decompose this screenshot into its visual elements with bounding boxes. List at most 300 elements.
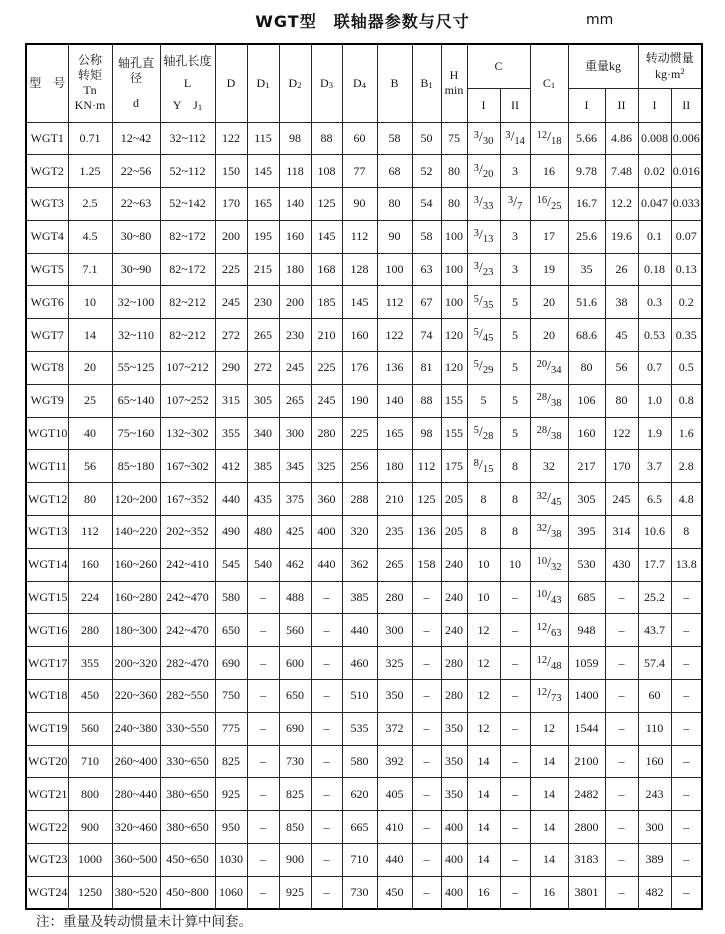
cell-H_min: 400 xyxy=(441,811,467,844)
cell-D: 750 xyxy=(215,680,247,713)
cell-D2: 925 xyxy=(279,876,311,909)
cell-D2: 118 xyxy=(279,155,311,188)
cell-weight_II: – xyxy=(605,876,638,909)
cell-weight_I: 51.6 xyxy=(568,286,605,319)
cell-C_I: 5 xyxy=(467,384,500,417)
cell-D4: 385 xyxy=(342,581,377,614)
cell-B1: – xyxy=(412,581,441,614)
cell-bore_d: 260~400 xyxy=(112,745,160,778)
cell-C1 xyxy=(530,647,568,680)
cell-B: 68 xyxy=(377,155,412,188)
cell-C_II: 8 xyxy=(500,450,530,483)
cell-C1 xyxy=(530,680,568,713)
cell-C_I: 12 xyxy=(467,647,500,680)
cell-model: WGT5 xyxy=(26,253,68,286)
cell-torque_tn: 14 xyxy=(68,319,112,352)
cell-D2: 375 xyxy=(279,483,311,516)
cell-length_l: 330~650 xyxy=(160,745,215,778)
cell-C1: 20 xyxy=(530,286,568,319)
cell-length_l: 107~212 xyxy=(160,352,215,385)
cell-B: 58 xyxy=(377,122,412,155)
table-row xyxy=(26,319,702,352)
cell-model: WGT3 xyxy=(26,188,68,221)
cell-weight_II: 26 xyxy=(605,253,638,286)
fraction-value: 5/35 xyxy=(473,293,494,311)
cell-B: 325 xyxy=(377,647,412,680)
cell-D2: 300 xyxy=(279,417,311,450)
cell-D4: 580 xyxy=(342,745,377,778)
cell-inertia_I: 60 xyxy=(638,680,671,713)
cell-weight_I: 9.78 xyxy=(568,155,605,188)
cell-D2: 345 xyxy=(279,450,311,483)
cell-D3: 125 xyxy=(311,188,342,221)
fraction-value: 10/32 xyxy=(536,556,562,574)
cell-model: WGT4 xyxy=(26,220,68,253)
cell-D2: 488 xyxy=(279,581,311,614)
cell-H_min: 205 xyxy=(441,483,467,516)
cell-D: 490 xyxy=(215,516,247,549)
cell-D3: 108 xyxy=(311,155,342,188)
cell-D2: 180 xyxy=(279,253,311,286)
cell-B: 440 xyxy=(377,844,412,877)
cell-D: 290 xyxy=(215,352,247,385)
cell-D1: 165 xyxy=(247,188,279,221)
cell-weight_II: 7.48 xyxy=(605,155,638,188)
cell-C_II: – xyxy=(500,745,530,778)
cell-D: 122 xyxy=(215,122,247,155)
cell-inertia_II: – xyxy=(671,745,702,778)
cell-C_II: 3 xyxy=(500,220,530,253)
cell-C_I xyxy=(467,220,500,253)
cell-H_min: 205 xyxy=(441,516,467,549)
cell-model: WGT14 xyxy=(26,548,68,581)
cell-weight_I: 3183 xyxy=(568,844,605,877)
cell-D4: 77 xyxy=(342,155,377,188)
col-header-D1: $D_1$ xyxy=(247,44,279,122)
table-row xyxy=(26,548,702,581)
cell-torque_tn: 224 xyxy=(68,581,112,614)
cell-torque_tn: 710 xyxy=(68,745,112,778)
cell-bore_d: 65~140 xyxy=(112,384,160,417)
cell-model: WGT15 xyxy=(26,581,68,614)
cell-weight_I: 217 xyxy=(568,450,605,483)
col-header-D2: $D_2$ xyxy=(279,44,311,122)
bore-length-symbol-yj: Y $J_1$ xyxy=(172,98,203,112)
cell-bore_d: 32~110 xyxy=(112,319,160,352)
cell-D2: 160 xyxy=(279,220,311,253)
cell-H_min: 400 xyxy=(441,844,467,877)
table-row xyxy=(26,384,702,417)
cell-D3: 88 xyxy=(311,122,342,155)
cell-D3: 245 xyxy=(311,384,342,417)
col-header-c-i: I xyxy=(467,88,500,122)
cell-C_II: – xyxy=(500,811,530,844)
table-row xyxy=(26,581,702,614)
cell-weight_I: 2100 xyxy=(568,745,605,778)
cell-D4: 90 xyxy=(342,188,377,221)
fraction-value: 3/14 xyxy=(505,129,525,147)
cell-C1: 19 xyxy=(530,253,568,286)
cell-C_II: 5 xyxy=(500,319,530,352)
col-header-C: C xyxy=(467,44,530,88)
cell-weight_II: – xyxy=(605,712,638,745)
cell-C_II: – xyxy=(500,647,530,680)
cell-D1: – xyxy=(247,745,279,778)
cell-weight_II: 56 xyxy=(605,352,638,385)
cell-C_II: – xyxy=(500,876,530,909)
cell-D2: 850 xyxy=(279,811,311,844)
cell-D2: 690 xyxy=(279,712,311,745)
cell-inertia_I: 57.4 xyxy=(638,647,671,680)
cell-D2: 98 xyxy=(279,122,311,155)
cell-inertia_I: 0.18 xyxy=(638,253,671,286)
cell-weight_II: 170 xyxy=(605,450,638,483)
cell-D: 150 xyxy=(215,155,247,188)
cell-inertia_II: – xyxy=(671,680,702,713)
cell-D4: 225 xyxy=(342,417,377,450)
cell-D2: 825 xyxy=(279,778,311,811)
col-header-hmin: H min xyxy=(441,44,467,122)
cell-inertia_II: 8 xyxy=(671,516,702,549)
cell-C_II: 10 xyxy=(500,548,530,581)
fraction-value: 3/23 xyxy=(473,261,494,279)
cell-D3: – xyxy=(311,647,342,680)
fraction-value: 20/34 xyxy=(536,359,562,377)
table-row xyxy=(26,122,702,155)
cell-bore_d: 32~100 xyxy=(112,286,160,319)
col-header-weight-ii: II xyxy=(605,88,638,122)
cell-C1: 14 xyxy=(530,745,568,778)
cell-bore_d: 360~500 xyxy=(112,844,160,877)
cell-weight_I: 2800 xyxy=(568,811,605,844)
bore-diameter-label: 轴孔直径 xyxy=(117,55,154,85)
cell-bore_d: 30~80 xyxy=(112,220,160,253)
cell-D2: 200 xyxy=(279,286,311,319)
col-header-torque: 公称 转矩 Tn KN·m xyxy=(68,44,112,122)
cell-C_I: 12 xyxy=(467,680,500,713)
cell-inertia_I: 0.7 xyxy=(638,352,671,385)
cell-torque_tn: 10 xyxy=(68,286,112,319)
cell-weight_II: 430 xyxy=(605,548,638,581)
cell-D2: 650 xyxy=(279,680,311,713)
col-header-D: D xyxy=(215,44,247,122)
cell-D4: 176 xyxy=(342,352,377,385)
cell-H_min: 350 xyxy=(441,745,467,778)
cell-D: 170 xyxy=(215,188,247,221)
cell-length_l: 167~302 xyxy=(160,450,215,483)
cell-torque_tn: 900 xyxy=(68,811,112,844)
cell-torque_tn: 40 xyxy=(68,417,112,450)
cell-B1: 52 xyxy=(412,155,441,188)
cell-D3: 168 xyxy=(311,253,342,286)
fraction-value: 3/30 xyxy=(473,129,494,147)
cell-D3: – xyxy=(311,680,342,713)
cell-D3: 145 xyxy=(311,220,342,253)
cell-D3: – xyxy=(311,745,342,778)
cell-D2: 265 xyxy=(279,384,311,417)
cell-D4: 710 xyxy=(342,844,377,877)
cell-D2: 730 xyxy=(279,745,311,778)
cell-C1 xyxy=(530,548,568,581)
cell-length_l: 330~550 xyxy=(160,712,215,745)
cell-model: WGT1 xyxy=(26,122,68,155)
cell-D4: 160 xyxy=(342,319,377,352)
cell-C1 xyxy=(530,483,568,516)
cell-C1 xyxy=(530,352,568,385)
cell-bore_d: 200~320 xyxy=(112,647,160,680)
table-body xyxy=(26,122,702,909)
fraction-value: 12/18 xyxy=(536,129,562,147)
cell-D1: – xyxy=(247,778,279,811)
cell-C_II xyxy=(500,122,530,155)
cell-B: 210 xyxy=(377,483,412,516)
cell-D3: – xyxy=(311,811,342,844)
cell-D1: 480 xyxy=(247,516,279,549)
cell-inertia_II: 13.8 xyxy=(671,548,702,581)
cell-D3: 400 xyxy=(311,516,342,549)
cell-H_min: 100 xyxy=(441,220,467,253)
cell-inertia_I: 43.7 xyxy=(638,614,671,647)
cell-H_min: 350 xyxy=(441,778,467,811)
cell-weight_II: 122 xyxy=(605,417,638,450)
cell-C_I xyxy=(467,188,500,221)
cell-D3: 325 xyxy=(311,450,342,483)
cell-C1: 17 xyxy=(530,220,568,253)
cell-C_I xyxy=(467,417,500,450)
cell-B: 410 xyxy=(377,811,412,844)
cell-bore_d: 160~280 xyxy=(112,581,160,614)
cell-length_l: 132~302 xyxy=(160,417,215,450)
cell-D: 1030 xyxy=(215,844,247,877)
cell-weight_II: – xyxy=(605,680,638,713)
cell-D: 225 xyxy=(215,253,247,286)
cell-C1: 14 xyxy=(530,778,568,811)
cell-C_I: 16 xyxy=(467,876,500,909)
cell-inertia_II: 0.006 xyxy=(671,122,702,155)
cell-D: 245 xyxy=(215,286,247,319)
cell-D: 440 xyxy=(215,483,247,516)
cell-B: 136 xyxy=(377,352,412,385)
cell-torque_tn: 2.5 xyxy=(68,188,112,221)
col-header-B: B xyxy=(377,44,412,122)
cell-inertia_I: 25.2 xyxy=(638,581,671,614)
cell-bore_d: 22~56 xyxy=(112,155,160,188)
cell-weight_II: 45 xyxy=(605,319,638,352)
cell-inertia_I: 0.047 xyxy=(638,188,671,221)
cell-torque_tn: 0.71 xyxy=(68,122,112,155)
cell-H_min: 350 xyxy=(441,712,467,745)
cell-inertia_II: 0.5 xyxy=(671,352,702,385)
cell-H_min: 240 xyxy=(441,548,467,581)
cell-D1: – xyxy=(247,712,279,745)
cell-C1: 12 xyxy=(530,712,568,745)
cell-C_I xyxy=(467,352,500,385)
cell-D: 650 xyxy=(215,614,247,647)
cell-model: WGT12 xyxy=(26,483,68,516)
cell-C_I: 14 xyxy=(467,745,500,778)
cell-weight_I: 530 xyxy=(568,548,605,581)
cell-B1: 88 xyxy=(412,384,441,417)
cell-D1: 435 xyxy=(247,483,279,516)
cell-D4: 256 xyxy=(342,450,377,483)
cell-H_min: 100 xyxy=(441,253,467,286)
cell-weight_II: 80 xyxy=(605,384,638,417)
cell-D4: 665 xyxy=(342,811,377,844)
cell-C_II: – xyxy=(500,680,530,713)
cell-D4: 730 xyxy=(342,876,377,909)
cell-model: WGT23 xyxy=(26,844,68,877)
cell-D4: 320 xyxy=(342,516,377,549)
cell-C_I: 8 xyxy=(467,483,500,516)
cell-C1: 32 xyxy=(530,450,568,483)
cell-C_II: – xyxy=(500,581,530,614)
cell-D: 200 xyxy=(215,220,247,253)
table-row xyxy=(26,745,702,778)
cell-D2: 600 xyxy=(279,647,311,680)
cell-model: WGT2 xyxy=(26,155,68,188)
cell-C_I xyxy=(467,122,500,155)
cell-weight_II: 314 xyxy=(605,516,638,549)
cell-length_l: 380~650 xyxy=(160,811,215,844)
col-header-inertia-ii: II xyxy=(671,88,702,122)
cell-B1: 81 xyxy=(412,352,441,385)
cell-D1: – xyxy=(247,680,279,713)
cell-bore_d: 180~300 xyxy=(112,614,160,647)
cell-weight_I: 16.7 xyxy=(568,188,605,221)
cell-C_II: 5 xyxy=(500,417,530,450)
cell-C_II: 8 xyxy=(500,516,530,549)
cell-D: 775 xyxy=(215,712,247,745)
footnote: 注：重量及转动惯量未计算中间套。 xyxy=(36,914,252,929)
cell-weight_I: 395 xyxy=(568,516,605,549)
cell-weight_II: 19.6 xyxy=(605,220,638,253)
cell-model: WGT24 xyxy=(26,876,68,909)
cell-B1: – xyxy=(412,680,441,713)
cell-bore_d: 280~440 xyxy=(112,778,160,811)
cell-length_l: 52~142 xyxy=(160,188,215,221)
cell-D3: 225 xyxy=(311,352,342,385)
cell-weight_I: 80 xyxy=(568,352,605,385)
cell-D: 1060 xyxy=(215,876,247,909)
cell-B: 140 xyxy=(377,384,412,417)
cell-length_l: 380~650 xyxy=(160,778,215,811)
cell-C1: 20 xyxy=(530,319,568,352)
cell-length_l: 242~470 xyxy=(160,581,215,614)
bore-diameter-symbol: d xyxy=(133,95,139,110)
cell-inertia_I: 389 xyxy=(638,844,671,877)
page-title: WGT型 联轴器参数与尺寸 xyxy=(255,12,470,31)
cell-D4: 288 xyxy=(342,483,377,516)
cell-H_min: 240 xyxy=(441,614,467,647)
cell-weight_I: 25.6 xyxy=(568,220,605,253)
cell-model: WGT9 xyxy=(26,384,68,417)
cell-H_min: 120 xyxy=(441,352,467,385)
cell-H_min: 80 xyxy=(441,188,467,221)
cell-inertia_I: 482 xyxy=(638,876,671,909)
cell-torque_tn: 560 xyxy=(68,712,112,745)
table-row xyxy=(26,155,702,188)
cell-D3: – xyxy=(311,844,342,877)
cell-weight_II: 38 xyxy=(605,286,638,319)
unit-label: mm xyxy=(586,12,614,28)
cell-B1: – xyxy=(412,745,441,778)
cell-inertia_II: – xyxy=(671,712,702,745)
cell-D1: – xyxy=(247,876,279,909)
cell-inertia_II: 2.8 xyxy=(671,450,702,483)
cell-model: WGT16 xyxy=(26,614,68,647)
cell-C1: 16 xyxy=(530,155,568,188)
cell-weight_I: 948 xyxy=(568,614,605,647)
cell-D3: – xyxy=(311,876,342,909)
cell-torque_tn: 280 xyxy=(68,614,112,647)
cell-inertia_II: – xyxy=(671,876,702,909)
cell-weight_I: 2482 xyxy=(568,778,605,811)
cell-inertia_II: 0.2 xyxy=(671,286,702,319)
cell-inertia_II: 0.8 xyxy=(671,384,702,417)
fraction-value: 3/13 xyxy=(473,228,494,246)
cell-C1: 16 xyxy=(530,876,568,909)
cell-model: WGT18 xyxy=(26,680,68,713)
cell-D3: – xyxy=(311,712,342,745)
cell-model: WGT13 xyxy=(26,516,68,549)
cell-weight_I: 68.6 xyxy=(568,319,605,352)
fraction-value: 28/38 xyxy=(536,425,562,442)
cell-length_l: 107~252 xyxy=(160,384,215,417)
cell-inertia_II: 0.07 xyxy=(671,220,702,253)
fraction-value: 12/63 xyxy=(536,621,562,639)
cell-B: 450 xyxy=(377,876,412,909)
cell-weight_I: 305 xyxy=(568,483,605,516)
table-row xyxy=(26,811,702,844)
cell-C_I xyxy=(467,155,500,188)
cell-D: 545 xyxy=(215,548,247,581)
cell-C1 xyxy=(530,384,568,417)
cell-weight_II: 4.86 xyxy=(605,122,638,155)
cell-model: WGT19 xyxy=(26,712,68,745)
col-header-C1: $C_1$ xyxy=(530,44,568,122)
cell-inertia_I: 0.3 xyxy=(638,286,671,319)
fraction-value: 12/73 xyxy=(536,687,562,705)
fraction-value: 16/25 xyxy=(536,195,562,213)
cell-D1: 195 xyxy=(247,220,279,253)
cell-C1: 14 xyxy=(530,811,568,844)
cell-D1: 115 xyxy=(247,122,279,155)
cell-bore_d: 12~42 xyxy=(112,122,160,155)
cell-inertia_II: 0.016 xyxy=(671,155,702,188)
cell-weight_I: 3801 xyxy=(568,876,605,909)
cell-inertia_I: 17.7 xyxy=(638,548,671,581)
cell-D4: 128 xyxy=(342,253,377,286)
fraction-value: 12/48 xyxy=(536,654,562,672)
fraction-value: 10/43 xyxy=(536,588,562,606)
cell-inertia_II: 0.13 xyxy=(671,253,702,286)
cell-B1: – xyxy=(412,876,441,909)
cell-C1 xyxy=(530,581,568,614)
cell-B: 180 xyxy=(377,450,412,483)
cell-length_l: 32~112 xyxy=(160,122,215,155)
cell-C1 xyxy=(530,417,568,450)
table-header xyxy=(26,44,702,122)
cell-C_I xyxy=(467,319,500,352)
cell-B: 280 xyxy=(377,581,412,614)
cell-H_min: 120 xyxy=(441,319,467,352)
cell-weight_I: 5.66 xyxy=(568,122,605,155)
cell-weight_I: 106 xyxy=(568,384,605,417)
cell-weight_I: 685 xyxy=(568,581,605,614)
cell-C1 xyxy=(530,122,568,155)
cell-D1: 305 xyxy=(247,384,279,417)
cell-D1: 272 xyxy=(247,352,279,385)
